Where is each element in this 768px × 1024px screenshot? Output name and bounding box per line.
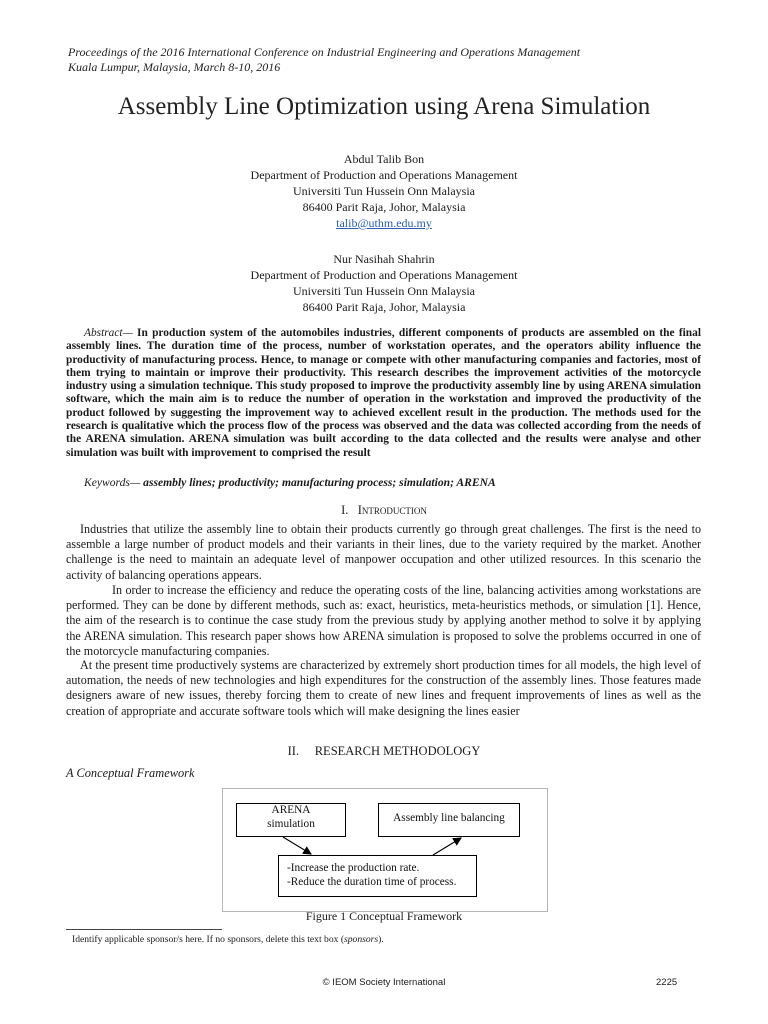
abstract-text: In production system of the automobiles industries, different components of products are assembled on the final assembly lines. The duration time of the process, number of workstation operates, and the operators ability influence the productivity of manufacturing process. Hence, to manage or compete with other manufacturing companies and factories, most of them trying to maintain or improve their productivity. This research describes the improvement activities of the motorcycle industry using a simulation technique. This study proposed to improve the productivity assembly line by using ARENA simulation software, which the main aim is to reduce the number of operation in the workstation and improved the productivity of the product followed by suggesting the improvement way to achieved excellent result in the production. The methods used for the research is qualitative which the process flow of the process was observed and the data was collected according from the needs of the ARENA simulation. ARENA simulation was built according to the data collected and the results were analyse and other simulation was built with improvement to comprised the result [66, 327, 701, 459]
section-2-heading [0, 743, 768, 759]
author-2-univ: Universiti Tun Hussein Onn Malaysia [292, 284, 475, 298]
author-1-email-row [0, 216, 768, 232]
arrow-outcomes-to-balancing [433, 838, 461, 855]
keywords-text: assembly lines; productivity; manufacturing process; simulation; ARENA [143, 476, 496, 489]
figure-caption: Figure 1 Conceptual Framework [305, 909, 463, 923]
intro-paragraph-1: Industries that utilize the assembly line to obtain their products currently go through great challenges. The first is the need to assemble a large number of product models and their variants in their lines, due to the variety required by the market. Another challenge is the need to maintain an adequate level of manpower occupation and other utilized resources. In this scenario the activity of balancing operations appears. [66, 522, 701, 582]
arena-box-line1: ARENA [271, 804, 311, 816]
author-1-dept: Department of Production and Operations Management [250, 168, 518, 182]
section-2-number: II. [287, 744, 300, 758]
footnote-text-after: ). [378, 934, 384, 945]
page-number: 2225 [656, 977, 678, 988]
author-1-univ: Universiti Tun Hussein Onn Malaysia [292, 184, 475, 198]
arena-simulation-box [236, 803, 346, 837]
outcome-line2: -Reduce the duration time of process. [287, 875, 457, 888]
author-1-email-link[interactable]: talib@uthm.edu.my [336, 216, 432, 230]
author-2-address: 86400 Parit Raja, Johor, Malaysia [302, 300, 466, 314]
section-1-title: Introduction [357, 503, 427, 517]
arena-box-line2: simulation [267, 817, 315, 830]
conceptual-framework-figure [222, 788, 548, 912]
author-2-dept: Department of Production and Operations Management [250, 268, 518, 282]
section-1-heading [0, 502, 768, 518]
abstract-lead: Abstract— [84, 327, 138, 339]
paper-title: Assembly Line Optimization using Arena Simulation [117, 93, 651, 120]
author-2-name: Nur Nasihah Shahrin [333, 252, 435, 266]
conference-location: Kuala Lumpur, Malaysia, March 8-10, 2016 [68, 60, 281, 74]
sponsor-footnote [72, 934, 384, 946]
section-2-title: RESEARCH METHODOLOGY [314, 744, 481, 758]
section-1-number: I. [341, 503, 349, 517]
abstract [66, 327, 701, 460]
arrow-arena-to-outcomes [283, 837, 311, 854]
intro-paragraph-2: In order to increase the efficiency and reduce the operating costs of the line, balancing activities among workstations are performed. They can be done by different methods, such as: exact, heuristics, meta-heuristics methods, or simulation [1]. Hence, the aim of the research is to continue the case study from the previous study by applying another method to solve it by applying the ARENA simulation. This research paper shows how ARENA simulation is proposed to solve the problems occurred in one of the motorcycle manufacturing companies. [66, 583, 701, 658]
balancing-box-label: Assembly line balancing [393, 812, 505, 824]
author-1-name: Abdul Talib Bon [343, 152, 425, 166]
subsection-heading: A Conceptual Framework [66, 766, 195, 780]
footnote-divider [66, 929, 222, 930]
keywords [66, 476, 701, 490]
keywords-lead: Keywords— [84, 476, 144, 489]
assembly-line-balancing-box [378, 803, 520, 837]
outcomes-box [278, 855, 477, 897]
footnote-text-before: Identify applicable sponsor/s here. If no sponsors, delete this text box ( [72, 934, 345, 945]
proceedings-header: Proceedings of the 2016 International Conference on Industrial Engineering and Operations Management [68, 45, 581, 59]
intro-paragraph-3: At the present time productively systems are characterized by extremely short production times for all models, the high level of automation, the needs of new technologies and high expenditures for the construction of the assembly lines. Those features made designers aware of new issues, thereby forcing them to create of new lines and frequent improvements of lines as well as the creation of appropriate and accurate software tools which will make designing the lines easier [66, 658, 701, 718]
footer-copyright: © IEOM Society International [322, 977, 446, 988]
outcome-line1: -Increase the production rate. [287, 862, 420, 874]
author-1-address: 86400 Parit Raja, Johor, Malaysia [302, 200, 466, 214]
footnote-emphasis: sponsors [344, 934, 379, 945]
